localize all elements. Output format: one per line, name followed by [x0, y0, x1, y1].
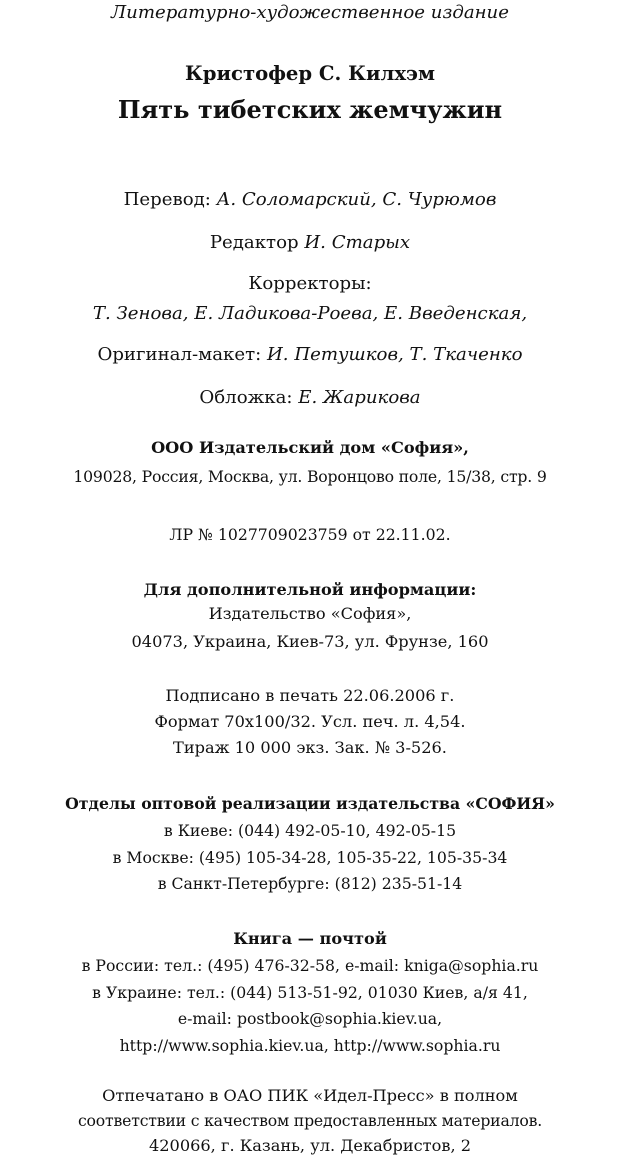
more-info-line-1: Издательство «София»,	[208, 604, 412, 623]
wholesale-heading: Отделы оптовой реализации издательства «СОФИЯ»	[65, 794, 555, 813]
correctors-names: Т. Зенова, Е. Ладикова-Роева, Е. Введенская,	[92, 303, 528, 324]
publisher-name: ООО Издательский дом «София»,	[151, 438, 469, 457]
print-run: Тираж 10 000 экз. Зак. № 3-526.	[173, 738, 447, 757]
mail-order-russia: в России: тел.: (495) 476-32-58, e-mail: kniga@sophia.ru	[81, 956, 539, 975]
mail-order-urls: http://www.sophia.kiev.ua, http://www.sophia.ru	[119, 1036, 501, 1055]
print-signed: Подписано в печать 22.06.2006 г.	[165, 686, 455, 705]
mail-order-email: e-mail: postbook@sophia.kiev.ua,	[177, 1009, 443, 1028]
publisher-address: 109028, Россия, Москва, ул. Воронцово поле, 15/38, стр. 9	[73, 467, 547, 486]
editor-label: Редактор	[209, 232, 299, 253]
publisher-license: ЛР № 1027709023759 от 22.11.02.	[169, 525, 451, 544]
translation-credit	[0, 191, 620, 209]
layout-label: Оригинал-макет:	[97, 344, 262, 365]
more-info-heading: Для дополнительной информации:	[143, 580, 477, 599]
more-info-line-2: 04073, Украина, Киев-73, ул. Фрунзе, 160	[131, 632, 489, 651]
book-author: Кристофер С. Килхэм	[184, 62, 436, 85]
print-format: Формат 70х100/32. Усл. печ. л. 4,54.	[154, 712, 466, 731]
cover-label: Обложка:	[199, 387, 293, 408]
editor-credit	[0, 234, 620, 252]
wholesale-spb: в Санкт-Петербурге: (812) 235-51-14	[157, 874, 463, 893]
wholesale-moscow: в Москве: (495) 105-34-28, 105-35-22, 105-35-34	[112, 848, 508, 867]
cover-credit	[0, 389, 620, 407]
layout-names: И. Петушков, Т. Ткаченко	[266, 344, 523, 365]
wholesale-kiev: в Киеве: (044) 492-05-10, 492-05-15	[163, 821, 457, 840]
book-title: Пять тибетских жемчужин	[117, 95, 503, 124]
correctors-label: Корректоры:	[248, 273, 372, 294]
translation-names: А. Соломарский, С. Чурюмов	[216, 189, 497, 210]
printer-line-2: соответствии с качеством предоставленных материалов.	[77, 1111, 543, 1130]
layout-credit	[0, 346, 620, 364]
editor-name: И. Старых	[304, 232, 411, 253]
mail-order-ukraine: в Украине: тел.: (044) 513-51-92, 01030 Киев, а/я 41,	[92, 983, 528, 1002]
translation-label: Перевод:	[123, 189, 211, 210]
mail-order-heading: Книга — почтой	[233, 929, 387, 948]
printer-line-1: Отпечатано в ОАО ПИК «Идел-Пресс» в полном	[102, 1086, 518, 1105]
cover-name: Е. Жарикова	[298, 387, 421, 408]
printer-line-3: 420066, г. Казань, ул. Декабристов, 2	[148, 1136, 472, 1155]
series-line: Литературно-художественное издание	[111, 2, 509, 23]
